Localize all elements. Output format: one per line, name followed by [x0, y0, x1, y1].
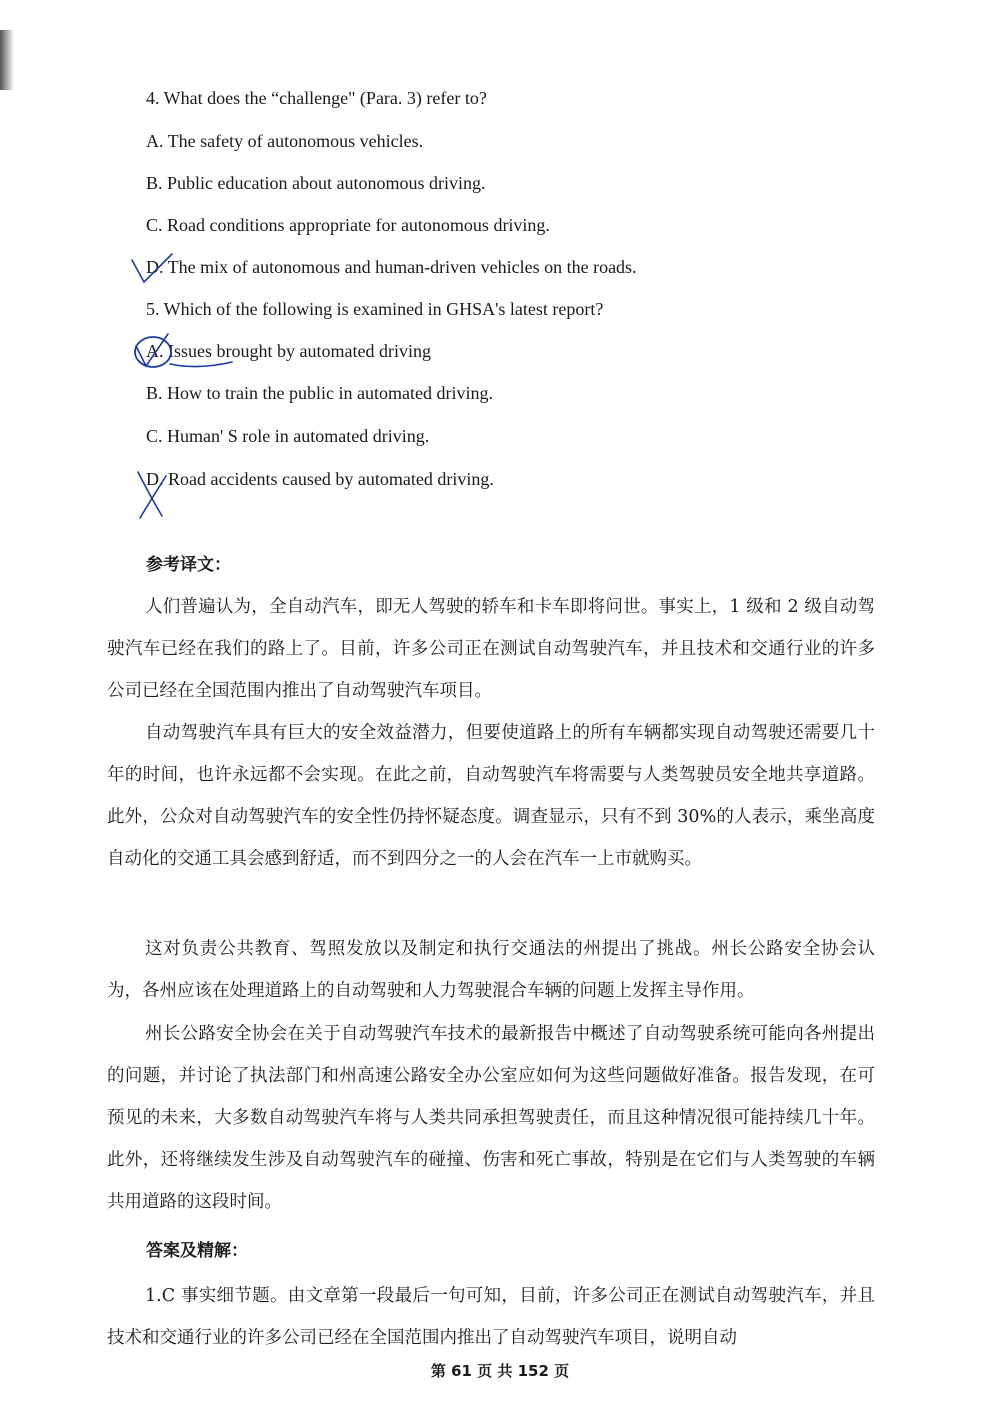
question-5-option-a: A. Issues brought by automated driving — [146, 341, 431, 361]
question-4-option-b: B. Public education about autonomous driving. — [146, 173, 486, 193]
scan-edge-shadow — [0, 30, 14, 90]
answers-heading: 答案及精解： — [146, 1241, 248, 1261]
translation-heading: 参考译文： — [146, 555, 231, 575]
translation-paragraph: 州长公路安全协会在关于自动驾驶汽车技术的最新报告中概述了自动驾驶系统可能向各州提出的问题，并讨论了执法部门和州高速公路安全办公室应如何为这些问题做好准备。报告发现，在可预见的未来，大多数自动驾驶汽车将与人类共同承担驾驶责任，而且这种情况很可能持续几十年。此外，还将继续发生涉及自动驾驶汽车的碰撞、伤害和死亡事故，特别是在它们与人类驾驶的车辆共用道路的这段时间。 — [107, 1024, 875, 1212]
question-5-option-c: C. Human' S role in automated driving. — [146, 426, 430, 446]
translation-paragraph: 这对负责公共教育、驾照发放以及制定和执行交通法的州提出了挑战。州长公路安全协会认为，各州应该在处理道路上的自动驾驶和人力驾驶混合车辆的问题上发挥主导作用。 — [107, 939, 875, 1001]
answer-explanation: 1.C 事实细节题。由文章第一段最后一句可知，目前，许多公司正在测试自动驾驶汽车，并且技术和交通行业的许多公司已经在全国范围内推出了自动驾驶汽车项目，说明自动 — [107, 1286, 875, 1348]
question-5-stem: 5. Which of the following is examined in GHSA's latest report? — [146, 299, 604, 319]
question-4-option-d: D. The mix of autonomous and human-driven vehicles on the roads. — [146, 257, 637, 277]
question-5-option-d: D. Road accidents caused by automated driving. — [146, 469, 494, 489]
check-mark-icon — [128, 252, 178, 286]
question-4-stem: 4. What does the “challenge" (Para. 3) refer to? — [146, 88, 487, 108]
cross-mark-icon — [134, 468, 174, 522]
translation-paragraph: 自动驾驶汽车具有巨大的安全效益潜力，但要使道路上的所有车辆都实现自动驾驶还需要几十年的时间，也许永远都不会实现。在此之前，自动驾驶汽车将需要与人类驾驶员安全地共享道路。此外，公众对自动驾驶汽车的安全性仍持怀疑态度。调查显示，只有不到 30%的人表示，乘坐高度自动化的交通工具会感到舒适，而不到四分之一的人会在汽车一上市就购买。 — [107, 723, 875, 869]
circle-check-icon — [128, 330, 238, 374]
question-4-option-a: A. The safety of autonomous vehicles. — [146, 131, 424, 151]
question-5-option-b: B. How to train the public in automated driving. — [146, 383, 493, 403]
page-number: 第 61 页 共 152 页 — [430, 1362, 570, 1380]
translation-paragraph: 人们普遍认为，全自动汽车，即无人驾驶的轿车和卡车即将问世。事实上，1 级和 2 级自动驾驶汽车已经在我们的路上了。目前，许多公司正在测试自动驾驶汽车，并且技术和交通行业的许多公司已经在全国范围内推出了自动驾驶汽车项目。 — [107, 597, 875, 701]
question-4-option-c: C. Road conditions appropriate for autonomous driving. — [146, 215, 550, 235]
